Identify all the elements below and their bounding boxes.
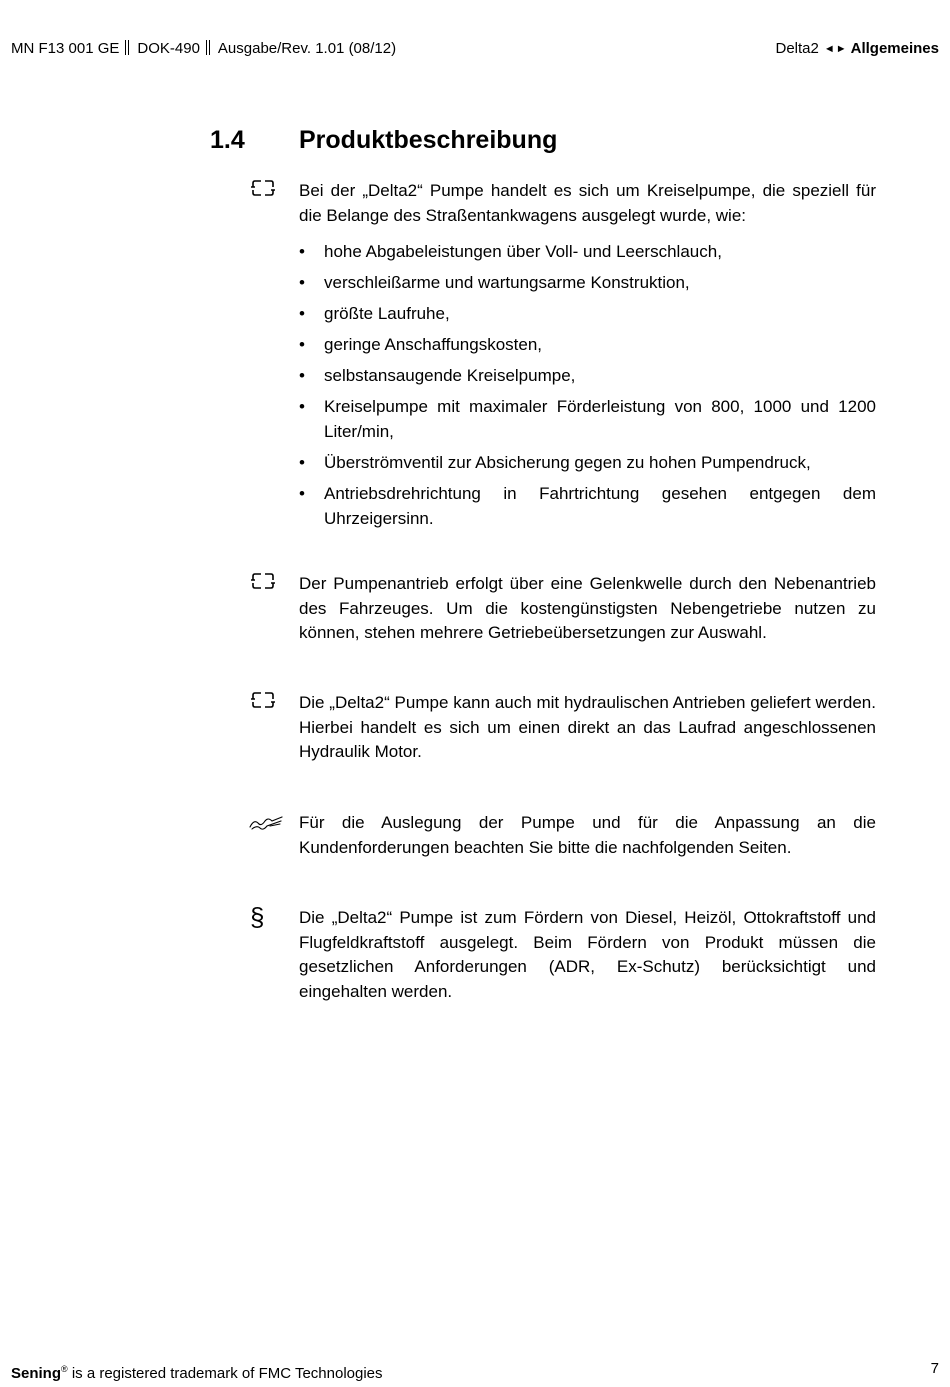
doc-ref: DOK-490: [137, 40, 200, 57]
page-number: 7: [930, 1360, 939, 1377]
doc-code: MN F13 001 GE: [11, 40, 120, 57]
feature-list: [299, 240, 876, 538]
section-title: Produktbeschreibung: [299, 126, 558, 154]
list-item: • Kreiselpumpe mit maximaler Förderleistung von 800, 1000 und 1200 Liter/min,: [299, 395, 876, 444]
list-item: • selbstansaugende Kreiselpumpe,: [299, 364, 876, 389]
trademark-text: is a registered trademark of FMC Technologies: [67, 1365, 383, 1382]
info-frame-icon: [250, 690, 276, 710]
registered-mark: ®: [61, 1364, 68, 1374]
section-number: 1.4: [210, 126, 245, 154]
header-separator: [206, 40, 210, 55]
reference-paragraph: Für die Auslegung der Pumpe und für die Anpassung an die Kundenforderungen beachten Sie bitte die nachfolgenden Seiten.: [299, 813, 876, 857]
arrows-icon: ◄►: [823, 43, 848, 55]
info-frame-icon: [250, 178, 276, 198]
page-header: [11, 39, 939, 59]
hydraulic-paragraph: Die „Delta2“ Pumpe kann auch mit hydraulischen Antrieben geliefert werden. Hierbei handelt es sich um einen direkt an das Laufrad angeschlossenen Hydraulik Motor.: [299, 693, 876, 761]
drive-paragraph: Der Pumpenantrieb erfolgt über eine Gelenkwelle durch den Nebenantrieb des Fahrzeuges. Um die kostengünstigsten Nebengetriebe nutzen zu können, stehen mehrere Getriebeübersetzungen zur Auswahl.: [299, 574, 876, 642]
trademark-notice: [11, 1359, 383, 1384]
intro-paragraph: Bei der „Delta2“ Pumpe handelt es sich um Kreiselpumpe, die speziell für die Belange des Straßentankwagens ausgelegt wurde, wie:: [299, 181, 876, 225]
legal-paragraph: Die „Delta2“ Pumpe ist zum Fördern von Diesel, Heizöl, Ottokraftstoff und Flugfeldkraftstoff ausgelegt. Beim Fördern von Produkt müssen die gesetzlichen Anforderungen (ADR, Ex-Schutz) berücksichtigt und eingehalten werden.: [299, 908, 876, 1001]
list-item: • Überströmventil zur Absicherung gegen zu hohen Pumpendruck,: [299, 451, 876, 476]
list-item: • größte Laufruhe,: [299, 302, 876, 327]
list-item: • hohe Abgabeleistungen über Voll- und Leerschlauch,: [299, 240, 876, 265]
list-item: • geringe Anschaffungskosten,: [299, 333, 876, 358]
pointing-hand-icon: [248, 813, 284, 833]
product-name: Delta2: [775, 40, 819, 57]
info-frame-icon: [250, 571, 276, 591]
chapter-name: Allgemeines: [850, 40, 939, 57]
list-item: • Antriebsdrehrichtung in Fahrtrichtung gesehen entgegen dem Uhrzeigersinn.: [299, 482, 876, 531]
section-sign-icon: §: [250, 902, 265, 932]
header-chapter: [775, 39, 939, 59]
header-doc-info: [11, 39, 396, 59]
list-item: • verschleißarme und wartungsarme Konstruktion,: [299, 271, 876, 296]
header-separator: [125, 40, 129, 55]
doc-revision: Ausgabe/Rev. 1.01 (08/12): [217, 40, 397, 57]
brand-name: Sening: [11, 1365, 62, 1382]
